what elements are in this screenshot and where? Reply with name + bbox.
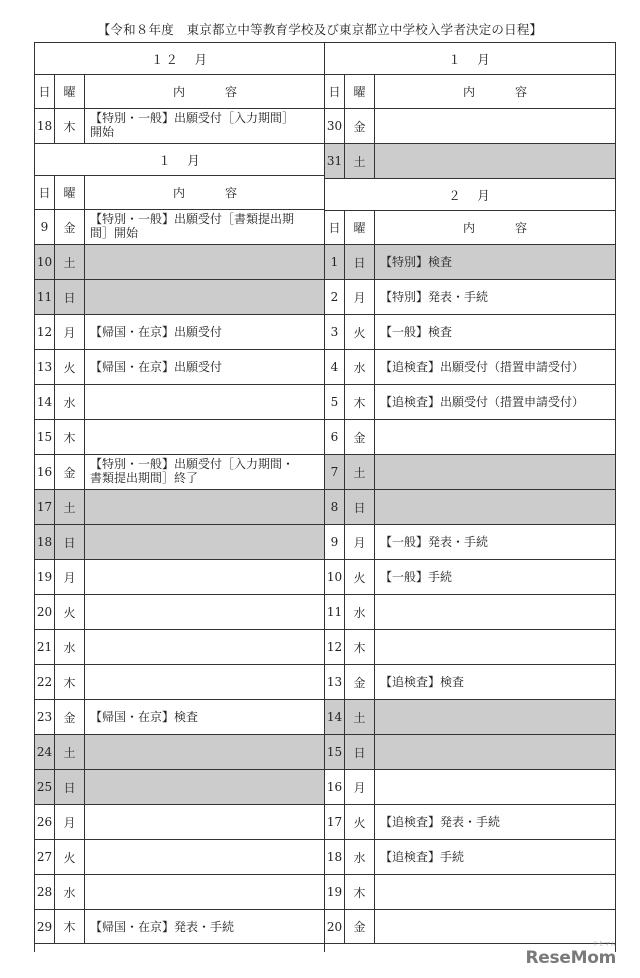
weekday: 日 xyxy=(55,770,85,804)
column-header xyxy=(325,210,615,244)
header-content: 内 容 xyxy=(462,220,541,235)
column-header xyxy=(35,175,325,209)
header-weekday: 曜 xyxy=(345,75,375,108)
event-text xyxy=(85,875,325,909)
event-text xyxy=(375,875,615,909)
schedule-row xyxy=(325,384,615,419)
page-title: 【令和８年度 東京都立中等教育学校及び東京都立中学校入学者決定の日程】 xyxy=(97,22,543,37)
day-number: 9 xyxy=(325,525,345,559)
event-text: 【帰国・在京】出願受付 xyxy=(90,325,223,339)
weekday: 火 xyxy=(345,315,375,349)
schedule-row xyxy=(325,279,615,314)
event-text xyxy=(85,560,325,594)
weekday: 木 xyxy=(345,875,375,909)
weekday: 金 xyxy=(345,420,375,454)
schedule-row xyxy=(325,454,615,489)
day-number: 10 xyxy=(35,245,55,279)
header-content: 内 容 xyxy=(172,84,251,99)
weekday: 日 xyxy=(55,525,85,559)
day-number: 16 xyxy=(325,770,345,804)
weekday: 木 xyxy=(55,910,85,943)
header-weekday: 曜 xyxy=(55,75,85,108)
schedule-row xyxy=(35,419,325,454)
day-number: 11 xyxy=(325,595,345,629)
day-number: 18 xyxy=(325,840,345,874)
schedule-row xyxy=(35,839,325,874)
day-number: 17 xyxy=(325,805,345,839)
event-text xyxy=(85,280,325,314)
schedule-row xyxy=(325,629,615,664)
weekday: 日 xyxy=(345,490,375,524)
day-number: 26 xyxy=(35,805,55,839)
event-text: 【追検査】出願受付（措置申請受付） xyxy=(380,360,585,374)
weekday: 金 xyxy=(345,665,375,699)
header-day: 日 xyxy=(35,75,55,108)
day-number: 8 xyxy=(325,490,345,524)
day-number: 16 xyxy=(35,455,55,489)
event-text xyxy=(85,840,325,874)
day-number: 17 xyxy=(35,490,55,524)
event-text xyxy=(85,665,325,699)
event-text xyxy=(85,245,325,279)
schedule-row xyxy=(325,734,615,769)
event-text xyxy=(375,455,615,489)
day-number: 21 xyxy=(35,630,55,664)
event-text: 【特別】発表・手続 xyxy=(380,290,489,304)
weekday: 水 xyxy=(55,630,85,664)
weekday: 木 xyxy=(345,630,375,664)
schedule-row xyxy=(325,349,615,384)
weekday: 月 xyxy=(345,525,375,559)
schedule-row xyxy=(35,489,325,524)
schedule-table xyxy=(34,42,614,952)
day-number: 1 xyxy=(325,245,345,279)
month-label-january: １ 月 xyxy=(35,143,325,175)
event-text xyxy=(85,490,325,524)
event-text: 【一般】手続 xyxy=(380,570,453,584)
schedule-row xyxy=(35,244,325,279)
day-number: 15 xyxy=(325,735,345,769)
schedule-row xyxy=(35,804,325,839)
day-number: 4 xyxy=(325,350,345,384)
weekday: 月 xyxy=(55,315,85,349)
schedule-row xyxy=(35,314,325,349)
event-text xyxy=(85,735,325,769)
weekday: 金 xyxy=(345,109,375,143)
event-text xyxy=(375,490,615,524)
day-number: 30 xyxy=(325,109,345,143)
schedule-row xyxy=(325,314,615,349)
column-header xyxy=(325,74,615,108)
schedule-row xyxy=(325,664,615,699)
weekday: 水 xyxy=(345,350,375,384)
weekday: 木 xyxy=(345,385,375,419)
day-number: 23 xyxy=(35,700,55,734)
day-number: 20 xyxy=(325,910,345,943)
weekday: 火 xyxy=(55,840,85,874)
weekday: 木 xyxy=(55,109,85,143)
weekday: 日 xyxy=(345,735,375,769)
day-number: 7 xyxy=(325,455,345,489)
month-label-february: ２ 月 xyxy=(325,178,615,210)
weekday: 金 xyxy=(55,700,85,734)
event-text xyxy=(375,700,615,734)
weekday: 火 xyxy=(345,805,375,839)
day-number: 12 xyxy=(325,630,345,664)
schedule-row xyxy=(35,629,325,664)
day-number: 9 xyxy=(35,210,55,244)
schedule-row xyxy=(325,419,615,454)
weekday: 月 xyxy=(345,770,375,804)
weekday: 水 xyxy=(55,875,85,909)
event-text: 【追検査】出願受付（措置申請受付） xyxy=(380,395,585,409)
day-number: 18 xyxy=(35,525,55,559)
schedule-row xyxy=(325,143,615,178)
event-text xyxy=(85,385,325,419)
schedule-row xyxy=(35,699,325,734)
schedule-row xyxy=(35,664,325,699)
day-number: 10 xyxy=(325,560,345,594)
column-header xyxy=(35,74,325,108)
schedule-row xyxy=(35,874,325,909)
schedule-row xyxy=(35,594,325,629)
schedule-row xyxy=(325,489,615,524)
weekday: 土 xyxy=(345,700,375,734)
day-number: 5 xyxy=(325,385,345,419)
event-text: 【特別】検査 xyxy=(380,255,453,269)
schedule-row xyxy=(35,384,325,419)
day-number: 11 xyxy=(35,280,55,314)
weekday: 月 xyxy=(55,805,85,839)
day-number: 13 xyxy=(325,665,345,699)
weekday: 金 xyxy=(55,455,85,489)
logo-text: ReseMom xyxy=(525,948,616,968)
day-number: 13 xyxy=(35,350,55,384)
day-number: 15 xyxy=(35,420,55,454)
event-text xyxy=(85,595,325,629)
event-text xyxy=(375,770,615,804)
event-text xyxy=(85,630,325,664)
event-text: 【追検査】発表・手続 xyxy=(380,815,501,829)
day-number: 29 xyxy=(35,910,55,943)
event-text xyxy=(375,420,615,454)
schedule-row xyxy=(35,559,325,594)
day-number: 3 xyxy=(325,315,345,349)
header-day: 日 xyxy=(325,211,345,244)
day-number: 27 xyxy=(35,840,55,874)
header-day: 日 xyxy=(35,176,55,209)
day-number: 2 xyxy=(325,280,345,314)
schedule-row xyxy=(35,769,325,804)
event-text: 【追検査】手続 xyxy=(380,850,465,864)
schedule-row xyxy=(325,839,615,874)
weekday: 日 xyxy=(55,280,85,314)
logo-kana: リセマム xyxy=(592,941,616,948)
schedule-row xyxy=(35,454,325,489)
schedule-row xyxy=(35,734,325,769)
weekday: 土 xyxy=(55,490,85,524)
month-label-december: １２ 月 xyxy=(35,42,325,74)
weekday: 火 xyxy=(345,560,375,594)
event-text xyxy=(375,595,615,629)
weekday: 水 xyxy=(55,385,85,419)
schedule-row xyxy=(35,909,325,944)
event-text: 【帰国・在京】発表・手続 xyxy=(90,919,235,934)
event-text: 【一般】検査 xyxy=(380,325,453,339)
header-weekday: 曜 xyxy=(55,176,85,209)
header-content: 内 容 xyxy=(462,84,541,99)
weekday: 土 xyxy=(345,144,375,178)
weekday: 土 xyxy=(55,735,85,769)
day-number: 19 xyxy=(325,875,345,909)
weekday: 木 xyxy=(55,665,85,699)
weekday: 水 xyxy=(345,595,375,629)
resemom-logo xyxy=(525,941,616,968)
day-number: 12 xyxy=(35,315,55,349)
event-text xyxy=(375,109,615,143)
event-text xyxy=(375,910,615,943)
weekday: 水 xyxy=(345,840,375,874)
schedule-row xyxy=(325,804,615,839)
schedule-row xyxy=(325,909,615,944)
month-label-january-continued: １ 月 xyxy=(325,42,615,74)
schedule-row xyxy=(35,349,325,384)
left-column xyxy=(34,42,325,952)
schedule-row xyxy=(35,524,325,559)
schedule-row xyxy=(325,559,615,594)
weekday: 金 xyxy=(345,910,375,943)
day-number: 14 xyxy=(325,700,345,734)
day-number: 31 xyxy=(325,144,345,178)
day-number: 14 xyxy=(35,385,55,419)
schedule-row xyxy=(325,108,615,143)
day-number: 22 xyxy=(35,665,55,699)
schedule-row xyxy=(325,594,615,629)
weekday: 月 xyxy=(55,560,85,594)
event-text xyxy=(375,144,615,178)
schedule-row xyxy=(325,524,615,559)
schedule-row xyxy=(325,769,615,804)
weekday: 土 xyxy=(345,455,375,489)
schedule-row xyxy=(35,209,325,244)
schedule-row xyxy=(35,108,325,143)
weekday: 火 xyxy=(55,350,85,384)
schedule-row xyxy=(325,699,615,734)
header-weekday: 曜 xyxy=(345,211,375,244)
day-number: 24 xyxy=(35,735,55,769)
day-number: 6 xyxy=(325,420,345,454)
event-text: 【追検査】検査 xyxy=(380,675,465,689)
event-text: 【特別・一般】出願受付［入力期間・ 書類提出期間］終了 xyxy=(90,457,295,485)
schedule-row xyxy=(325,874,615,909)
day-number: 18 xyxy=(35,109,55,143)
event-text xyxy=(85,770,325,804)
event-text: 【特別・一般】出願受付［入力期間］ 開始 xyxy=(90,111,295,139)
day-number: 20 xyxy=(35,595,55,629)
weekday: 金 xyxy=(55,210,85,244)
header-day: 日 xyxy=(325,75,345,108)
event-text: 【特別・一般】出願受付［書類提出期 間］開始 xyxy=(90,212,295,240)
event-text: 【一般】発表・手続 xyxy=(380,535,489,549)
event-text xyxy=(375,735,615,769)
weekday: 土 xyxy=(55,245,85,279)
schedule-row xyxy=(35,279,325,314)
event-text: 【帰国・在京】検査 xyxy=(90,710,199,724)
weekday: 月 xyxy=(345,280,375,314)
event-text xyxy=(85,420,325,454)
day-number: 28 xyxy=(35,875,55,909)
event-text xyxy=(85,805,325,839)
event-text xyxy=(375,630,615,664)
header-content: 内 容 xyxy=(172,185,251,200)
weekday: 木 xyxy=(55,420,85,454)
day-number: 19 xyxy=(35,560,55,594)
day-number: 25 xyxy=(35,770,55,804)
weekday: 日 xyxy=(345,245,375,279)
event-text xyxy=(85,525,325,559)
event-text: 【帰国・在京】出願受付 xyxy=(90,360,223,374)
schedule-row xyxy=(325,244,615,279)
right-column xyxy=(324,42,616,952)
weekday: 火 xyxy=(55,595,85,629)
